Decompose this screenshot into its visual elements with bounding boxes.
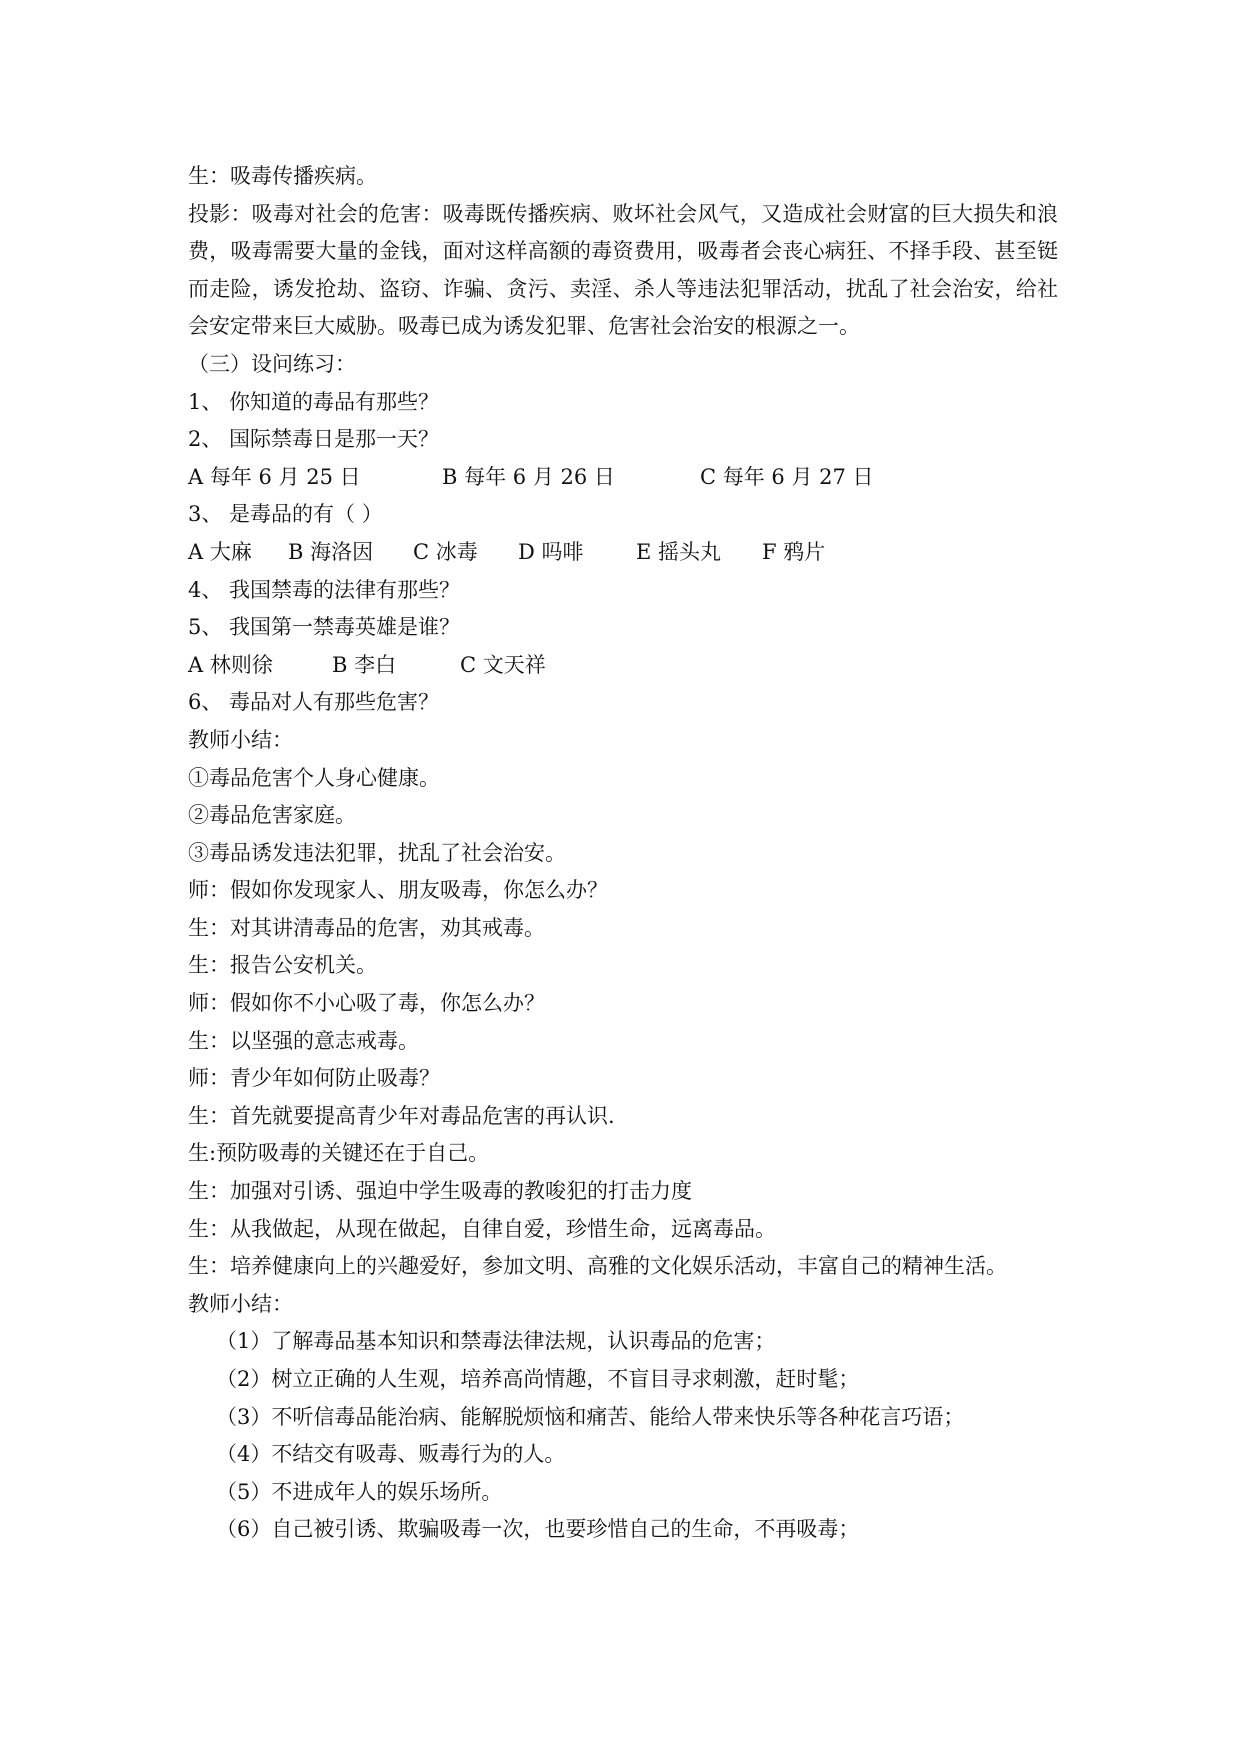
summary-point-3: ③毒品诱发违法犯罪，扰乱了社会治安。 xyxy=(188,840,566,865)
summary-item-1: （1）了解毒品基本知识和禁毒法律法规，认识毒品的危害； xyxy=(216,1329,776,1354)
summary-point-1: ①毒品危害个人身心健康。 xyxy=(188,765,440,790)
student-answer-awareness: 生：首先就要提高青少年对毒品危害的再认识. xyxy=(188,1103,615,1128)
summary-item-4: （4）不结交有吸毒、贩毒行为的人。 xyxy=(216,1442,566,1467)
question-6: 6、 毒品对人有那些危害？ xyxy=(188,690,440,715)
question-5-option-c: C 文天祥 xyxy=(460,652,546,677)
summary-item-3: （3）不听信毒品能治病、能解脱烦恼和痛苦、能给人带来快乐等各种花言巧语； xyxy=(216,1404,965,1429)
student-answer-hobbies: 生：培养健康向上的兴趣爱好，参加文明、高雅的文化娱乐活动，丰富自己的精神生活。 xyxy=(188,1254,1007,1279)
section-heading-questions: （三）设问练习： xyxy=(188,351,356,376)
question-2-option-b: B 每年 6 月 26 日 xyxy=(442,464,615,489)
summary-item-6: （6）自己被引诱、欺骗吸毒一次，也要珍惜自己的生命，不再吸毒； xyxy=(216,1517,860,1542)
student-answer-explain: 生：对其讲清毒品的危害，劝其戒毒。 xyxy=(188,915,545,940)
question-2-options xyxy=(188,459,1058,497)
question-3-option-f: F 鸦片 xyxy=(762,539,826,564)
question-3-options xyxy=(188,534,1058,572)
question-3-option-b: B 海洛因 xyxy=(288,539,374,564)
question-3-option-e: E 摇头丸 xyxy=(636,539,722,564)
student-answer-crackdown: 生：加强对引诱、强迫中学生吸毒的教唆犯的打击力度 xyxy=(188,1179,692,1204)
student-answer-cherish-life: 生：从我做起，从现在做起，自律自爱，珍惜生命，远离毒品。 xyxy=(188,1216,776,1241)
question-5-option-b: B 李白 xyxy=(332,652,397,677)
teacher-question-prevention: 师：青少年如何防止吸毒？ xyxy=(188,1066,440,1091)
student-answer-willpower: 生：以坚强的意志戒毒。 xyxy=(188,1028,419,1053)
question-4: 4、 我国禁毒的法律有那些？ xyxy=(188,577,461,602)
student-answer-self: 生:预防吸毒的关键还在于自己。 xyxy=(188,1141,490,1166)
question-2-option-a: A 每年 6 月 25 日 xyxy=(188,464,361,489)
question-1: 1、 你知道的毒品有那些？ xyxy=(188,389,440,414)
question-3-option-d: D 吗啡 xyxy=(518,539,584,564)
summary-item-5: （5）不进成年人的娱乐场所。 xyxy=(216,1479,503,1504)
question-3: 3、 是毒品的有（ ） xyxy=(188,502,383,527)
student-answer-report: 生：报告公安机关。 xyxy=(188,953,377,978)
document-body xyxy=(188,158,1058,1549)
question-2-option-c: C 每年 6 月 27 日 xyxy=(700,464,874,489)
summary-point-2: ②毒品危害家庭。 xyxy=(188,803,356,828)
question-2: 2、 国际禁毒日是那一天？ xyxy=(188,427,440,452)
student-answer-disease: 生：吸毒传播疾病。 xyxy=(188,164,377,188)
question-3-option-c: C 冰毒 xyxy=(413,539,478,564)
teacher-summary-heading-2: 教师小结： xyxy=(188,1291,293,1316)
projection-paragraph: 投影：吸毒对社会的危害：吸毒既传播疾病、败坏社会风气，又造成社会财富的巨大损失和浪费，吸毒需要大量的金钱，面对这样高额的毒资费用，吸毒者会丧心病狂、不择手段、甚至铤而走险，诱发抢劫、盗窃、诈骗、贪污、卖淫、杀人等违法犯罪活动，扰乱了社会治安，给社会安定带来巨大威胁。吸毒已成为诱发犯罪、危害社会治安的根源之一。 xyxy=(188,201,1058,339)
teacher-question-self: 师：假如你不小心吸了毒，你怎么办？ xyxy=(188,991,545,1016)
teacher-summary-heading: 教师小结： xyxy=(188,727,293,752)
summary-item-2: （2）树立正确的人生观，培养高尚情趣，不盲目寻求刺激，赶时髦； xyxy=(216,1367,860,1391)
question-5-option-a: A 林则徐 xyxy=(188,652,273,677)
teacher-question-family: 师：假如你发现家人、朋友吸毒，你怎么办？ xyxy=(188,878,608,903)
question-5: 5、 我国第一禁毒英雄是谁？ xyxy=(188,615,461,640)
question-5-options xyxy=(188,647,1058,685)
question-3-option-a: A 大麻 xyxy=(188,539,252,564)
